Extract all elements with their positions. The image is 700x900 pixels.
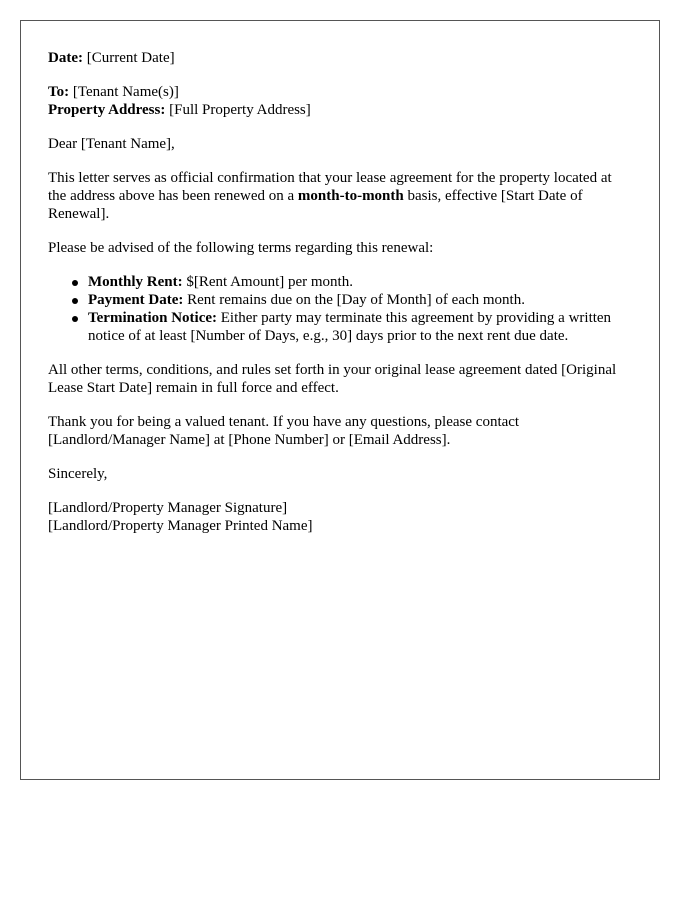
term-text: Either party may terminate this agreement by providing a written notice of at least [Number of Days, e.g., 30] days prior to the next rent due date. bbox=[88, 310, 612, 344]
address-line bbox=[48, 101, 628, 119]
address-label: Property Address: bbox=[48, 102, 166, 118]
to-value: [Tenant Name(s)] bbox=[69, 84, 179, 100]
bullet-icon bbox=[72, 280, 78, 286]
date-label: Date: bbox=[48, 50, 83, 66]
terms-intro: Please be advised of the following terms regarding this renewal: bbox=[48, 240, 434, 256]
other-terms-paragraph: All other terms, conditions, and rules set forth in your original lease agreement dated [Original Lease Start Date] remain in full force and effect. bbox=[48, 362, 617, 396]
date-value: [Current Date] bbox=[82, 50, 175, 66]
address-value: [Full Property Address] bbox=[165, 102, 311, 118]
term-label: Payment Date: bbox=[88, 292, 184, 308]
recipient-block bbox=[48, 83, 628, 119]
intro-paragraph bbox=[48, 169, 628, 223]
to-label: To: bbox=[48, 84, 70, 100]
letter-body bbox=[48, 49, 628, 551]
term-label: Monthly Rent: bbox=[88, 274, 183, 290]
intro-bold-term: month-to-month bbox=[297, 188, 404, 204]
term-item-termination-notice bbox=[88, 309, 628, 345]
terms-list bbox=[48, 273, 628, 345]
term-item-payment-date bbox=[88, 291, 628, 309]
term-label: Termination Notice: bbox=[88, 310, 218, 326]
closing: Sincerely, bbox=[48, 466, 108, 482]
date-line bbox=[48, 49, 628, 67]
bullet-icon bbox=[72, 298, 78, 304]
printed-name-line: [Landlord/Property Manager Printed Name] bbox=[48, 518, 313, 534]
signature-line: [Landlord/Property Manager Signature] bbox=[48, 500, 288, 516]
salutation: Dear [Tenant Name], bbox=[48, 136, 175, 152]
term-text: $[Rent Amount] per month. bbox=[182, 274, 353, 290]
term-text: Rent remains due on the [Day of Month] of each month. bbox=[183, 292, 525, 308]
intro-text-start: This letter serves as official confirmation that your lease agreement for the property located at the address above has been renewed on a bbox=[48, 170, 612, 204]
term-item-monthly-rent bbox=[88, 273, 628, 291]
to-line bbox=[48, 83, 628, 101]
bullet-icon bbox=[72, 316, 78, 322]
thanks-paragraph: Thank you for being a valued tenant. If you have any questions, please contact [Landlord/Manager Name] at [Phone Number] or [Email Address]. bbox=[48, 414, 520, 448]
signature-block bbox=[48, 499, 628, 535]
intro-text-end: basis, effective [Start Date of Renewal]. bbox=[48, 188, 583, 222]
